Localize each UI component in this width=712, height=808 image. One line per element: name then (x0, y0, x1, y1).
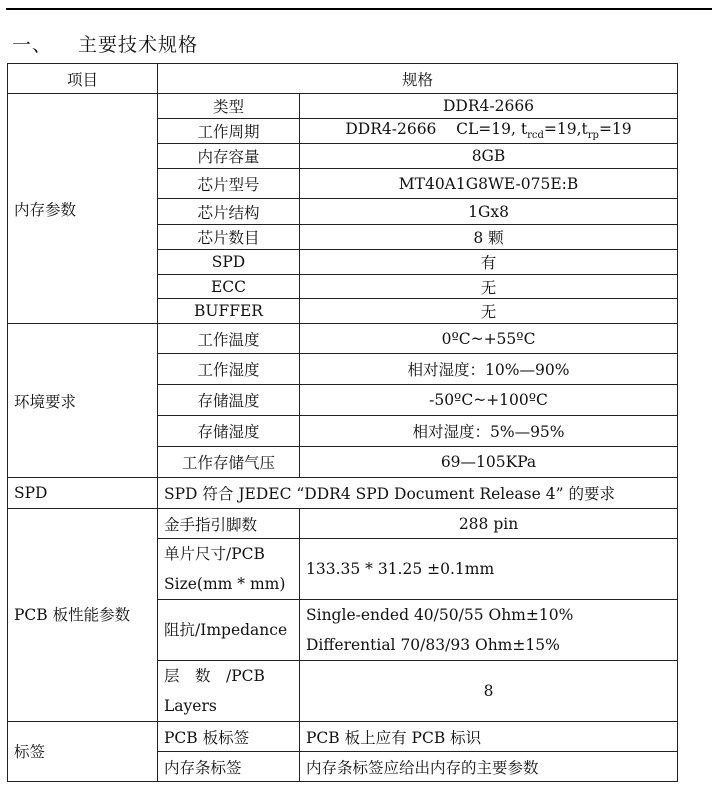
table-row (8, 94, 678, 119)
row-label: 存储湿度 (158, 416, 300, 447)
row-label: 内存条标签 (158, 752, 300, 782)
row-value: 69—105KPa (300, 447, 678, 478)
category-spd: SPD (8, 478, 158, 509)
layers-label-line2: Layers (164, 697, 217, 715)
cycle-mid: =19,t (543, 120, 588, 139)
cycle-suffix: =19 (598, 120, 632, 139)
table-row (8, 478, 678, 509)
top-rule (6, 8, 712, 10)
row-value: 8GB (300, 144, 678, 169)
row-label: 工作温度 (158, 324, 300, 354)
row-value: DDR4-2666 (300, 94, 678, 119)
row-value: -50ºC~+100ºC (300, 385, 678, 416)
cycle-prefix: DDR4-2666 CL=19, t (345, 120, 528, 139)
row-label: 芯片型号 (158, 169, 300, 199)
section-heading (12, 30, 198, 57)
row-value: 1Gx8 (300, 199, 678, 225)
row-label: 内存容量 (158, 144, 300, 169)
row-value: 无 (300, 299, 678, 324)
row-label: 金手指引脚数 (158, 509, 300, 539)
row-value: 无 (300, 275, 678, 299)
row-label: 工作湿度 (158, 354, 300, 385)
trp-sub: rp (587, 130, 599, 142)
row-label-layers (158, 661, 300, 722)
trcd-sub: rcd (527, 130, 544, 142)
section-title: 主要技术规格 (78, 34, 199, 56)
row-label: 类型 (158, 94, 300, 119)
spec-table (7, 63, 678, 782)
category-pcb: PCB 板性能参数 (8, 509, 158, 722)
row-label: 芯片数目 (158, 225, 300, 250)
row-value: 288 pin (300, 509, 678, 539)
category-label: 标签 (8, 722, 158, 782)
row-value: 0ºC~+55ºC (300, 324, 678, 354)
row-label: SPD (158, 250, 300, 275)
table-row (8, 324, 678, 354)
row-label: 存储温度 (158, 385, 300, 416)
row-label: PCB 板标签 (158, 722, 300, 752)
row-value: 有 (300, 250, 678, 275)
row-value: MT40A1G8WE-075E:B (300, 169, 678, 199)
row-value-impedance (300, 600, 678, 661)
category-environment: 环境要求 (8, 324, 158, 478)
header-item: 项目 (8, 64, 158, 94)
row-label: 芯片结构 (158, 199, 300, 225)
row-value: 相对湿度：10%—90% (300, 354, 678, 385)
impedance-line2: Differential 70/83/93 Ohm±15% (306, 636, 560, 654)
row-value: PCB 板上应有 PCB 标识 (300, 722, 678, 752)
layers-label-line1: 层 数 /PCB (164, 667, 265, 685)
row-label: 阻抗/Impedance (158, 600, 300, 661)
spd-value: SPD 符合 JEDEC “DDR4 SPD Document Release 4” 的要求 (158, 478, 678, 509)
row-value: 内存条标签应给出内存的主要参数 (300, 752, 678, 782)
category-memory: 内存参数 (8, 94, 158, 324)
size-label-line2: Size(mm * mm) (164, 575, 286, 593)
row-value: 8 颗 (300, 225, 678, 250)
table-row (8, 722, 678, 752)
row-value: 8 (300, 661, 678, 722)
impedance-line1: Single-ended 40/50/55 Ohm±10% (306, 606, 574, 624)
row-value-cycle (300, 119, 678, 144)
size-label-line1: 单片尺寸/PCB (164, 545, 265, 563)
row-label: BUFFER (158, 299, 300, 324)
row-value: 133.35 * 31.25 ±0.1mm (300, 539, 678, 600)
row-label: 工作周期 (158, 119, 300, 144)
row-label: 工作存储气压 (158, 447, 300, 478)
row-value: 相对湿度：5%—95% (300, 416, 678, 447)
table-row (8, 509, 678, 539)
row-label: ECC (158, 275, 300, 299)
header-spec: 规格 (158, 64, 678, 94)
row-label-size (158, 539, 300, 600)
section-number: 一、 (12, 34, 53, 56)
table-header-row (8, 64, 678, 94)
